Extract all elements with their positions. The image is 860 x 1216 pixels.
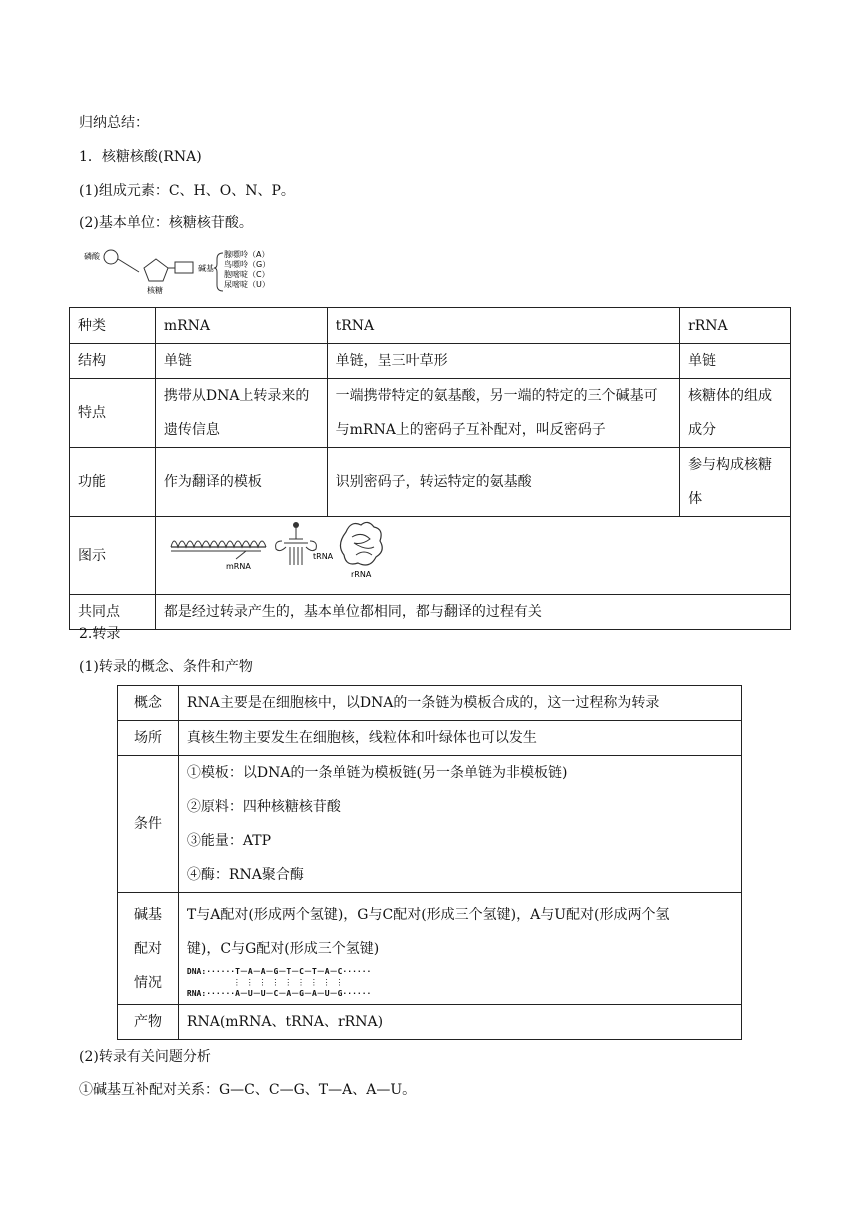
condition-template: ①模板：以DNA的一条单链为模板链(另一条单链为非模板链) (186, 765, 568, 781)
heading: 归纳总结： (79, 115, 149, 131)
table-row (118, 1005, 742, 1040)
table-row (70, 517, 791, 595)
condition-energy: ③能量：ATP (186, 833, 272, 849)
label-part: 碱基 (133, 906, 162, 923)
row-label-common: 共同点 (70, 595, 156, 630)
common-text: 都是经过转录产生的，基本单位都相同，都与翻译的过程有关 (155, 595, 790, 630)
cell: 单链，呈三叶草形 (327, 344, 679, 379)
row-label-concept: 概念 (118, 686, 179, 721)
cell: 核糖体的组成成分 (680, 379, 791, 448)
table-row (70, 448, 791, 517)
cell: 参与构成核糖体 (680, 448, 791, 517)
row-label-product: 产物 (118, 1005, 179, 1040)
conditions-cell (178, 756, 741, 893)
base-a: 腺嘌呤（A） (224, 250, 270, 259)
section-2-sub1: (1)转录的概念、条件和产物 (79, 659, 253, 675)
pairing-text: T与A配对(形成两个氢键)，G与C配对(形成三个氢键)，A与U配对(形成两个氢 (186, 907, 670, 923)
nucleotide-diagram (84, 245, 284, 297)
base-g: 鸟嘌呤（G） (224, 260, 271, 269)
label-part: 配对 (133, 940, 162, 957)
section-2-sub2: (2)转录有关问题分析 (79, 1049, 211, 1065)
rna-types-table (69, 307, 791, 630)
table-row (118, 721, 742, 756)
table-row (70, 344, 791, 379)
cell: 作为翻译的模板 (155, 448, 327, 517)
trna-caption: tRNA (312, 552, 333, 561)
row-label-structure: 结构 (70, 344, 156, 379)
cell: 携带从DNA上转录来的遗传信息 (155, 379, 327, 448)
header-trna: tRNA (327, 308, 679, 344)
table-row (70, 595, 791, 630)
section-2-title: 2.转录 (79, 626, 121, 642)
header-mrna: mRNA (155, 308, 327, 344)
base-u: 尿嘧啶（U） (224, 280, 270, 289)
header-rrna: rRNA (680, 308, 791, 344)
pairing-text: 键)，C与G配对(形成三个氢键) (186, 941, 380, 957)
section-1-title: 1．核糖核酸(RNA) (79, 149, 202, 165)
figure-cell (155, 517, 790, 595)
table-row (70, 308, 791, 344)
cell: 真核生物主要发生在细胞核，线粒体和叶绿体也可以发生 (178, 721, 741, 756)
row-label-conditions: 条件 (118, 756, 179, 893)
base-c: 胞嘧啶（C） (224, 270, 270, 279)
ribose-label: 核糖 (147, 286, 163, 295)
cell: RNA主要是在细胞核中，以DNA的一条链为模板合成的，这一过程称为转录 (178, 686, 741, 721)
elements-text: (1)组成元素：C、H、O、N、P。 (79, 183, 295, 199)
rrna-caption: rRNA (350, 570, 372, 579)
pairing-cell (178, 893, 741, 1005)
row-label-function: 功能 (70, 448, 156, 517)
cell: 一端携带特定的氨基酸，另一端的特定的三个碱基可与mRNA上的密码子互补配对，叫反密码子 (327, 379, 679, 448)
rna-line: RNA:······A－U－U－C－A－G－A－U－G······ (186, 989, 372, 998)
row-label-figure: 图示 (70, 517, 156, 595)
table-row (118, 893, 742, 1005)
cell: RNA(mRNA、tRNA、rRNA) (178, 1005, 741, 1040)
row-label-feature: 特点 (70, 379, 156, 448)
dna-line: DNA:······T－A－A－G－T－C－T－A－C······ (186, 967, 372, 976)
base-label: 碱基 (198, 264, 214, 273)
cell: 识别密码子，转运特定的氨基酸 (327, 448, 679, 517)
cell: 单链 (680, 344, 791, 379)
condition-enzyme: ④酶：RNA聚合酶 (186, 867, 304, 883)
row-label-site: 场所 (118, 721, 179, 756)
mrna-caption: mRNA (225, 562, 251, 571)
table-row (118, 756, 742, 893)
label-part: 情况 (133, 974, 162, 991)
unit-text: (2)基本单位：核糖核苷酸。 (79, 215, 253, 231)
header-type: 种类 (70, 308, 156, 344)
transcription-table (117, 685, 742, 1040)
table-row (70, 379, 791, 448)
condition-material: ②原料：四种核糖核苷酸 (186, 799, 341, 815)
table-row (118, 686, 742, 721)
rna-figures (156, 517, 456, 581)
cell: 单链 (155, 344, 327, 379)
phosphate-label: 磷酸 (84, 252, 100, 261)
row-label-pairing (118, 893, 179, 1005)
pairing-relation: ①碱基互补配对关系：G—C、C—G、T—A、A—U。 (79, 1082, 417, 1098)
dots-line: ⋮ ⋮ ⋮ ⋮ ⋮ ⋮ ⋮ ⋮ ⋮ (232, 978, 344, 987)
